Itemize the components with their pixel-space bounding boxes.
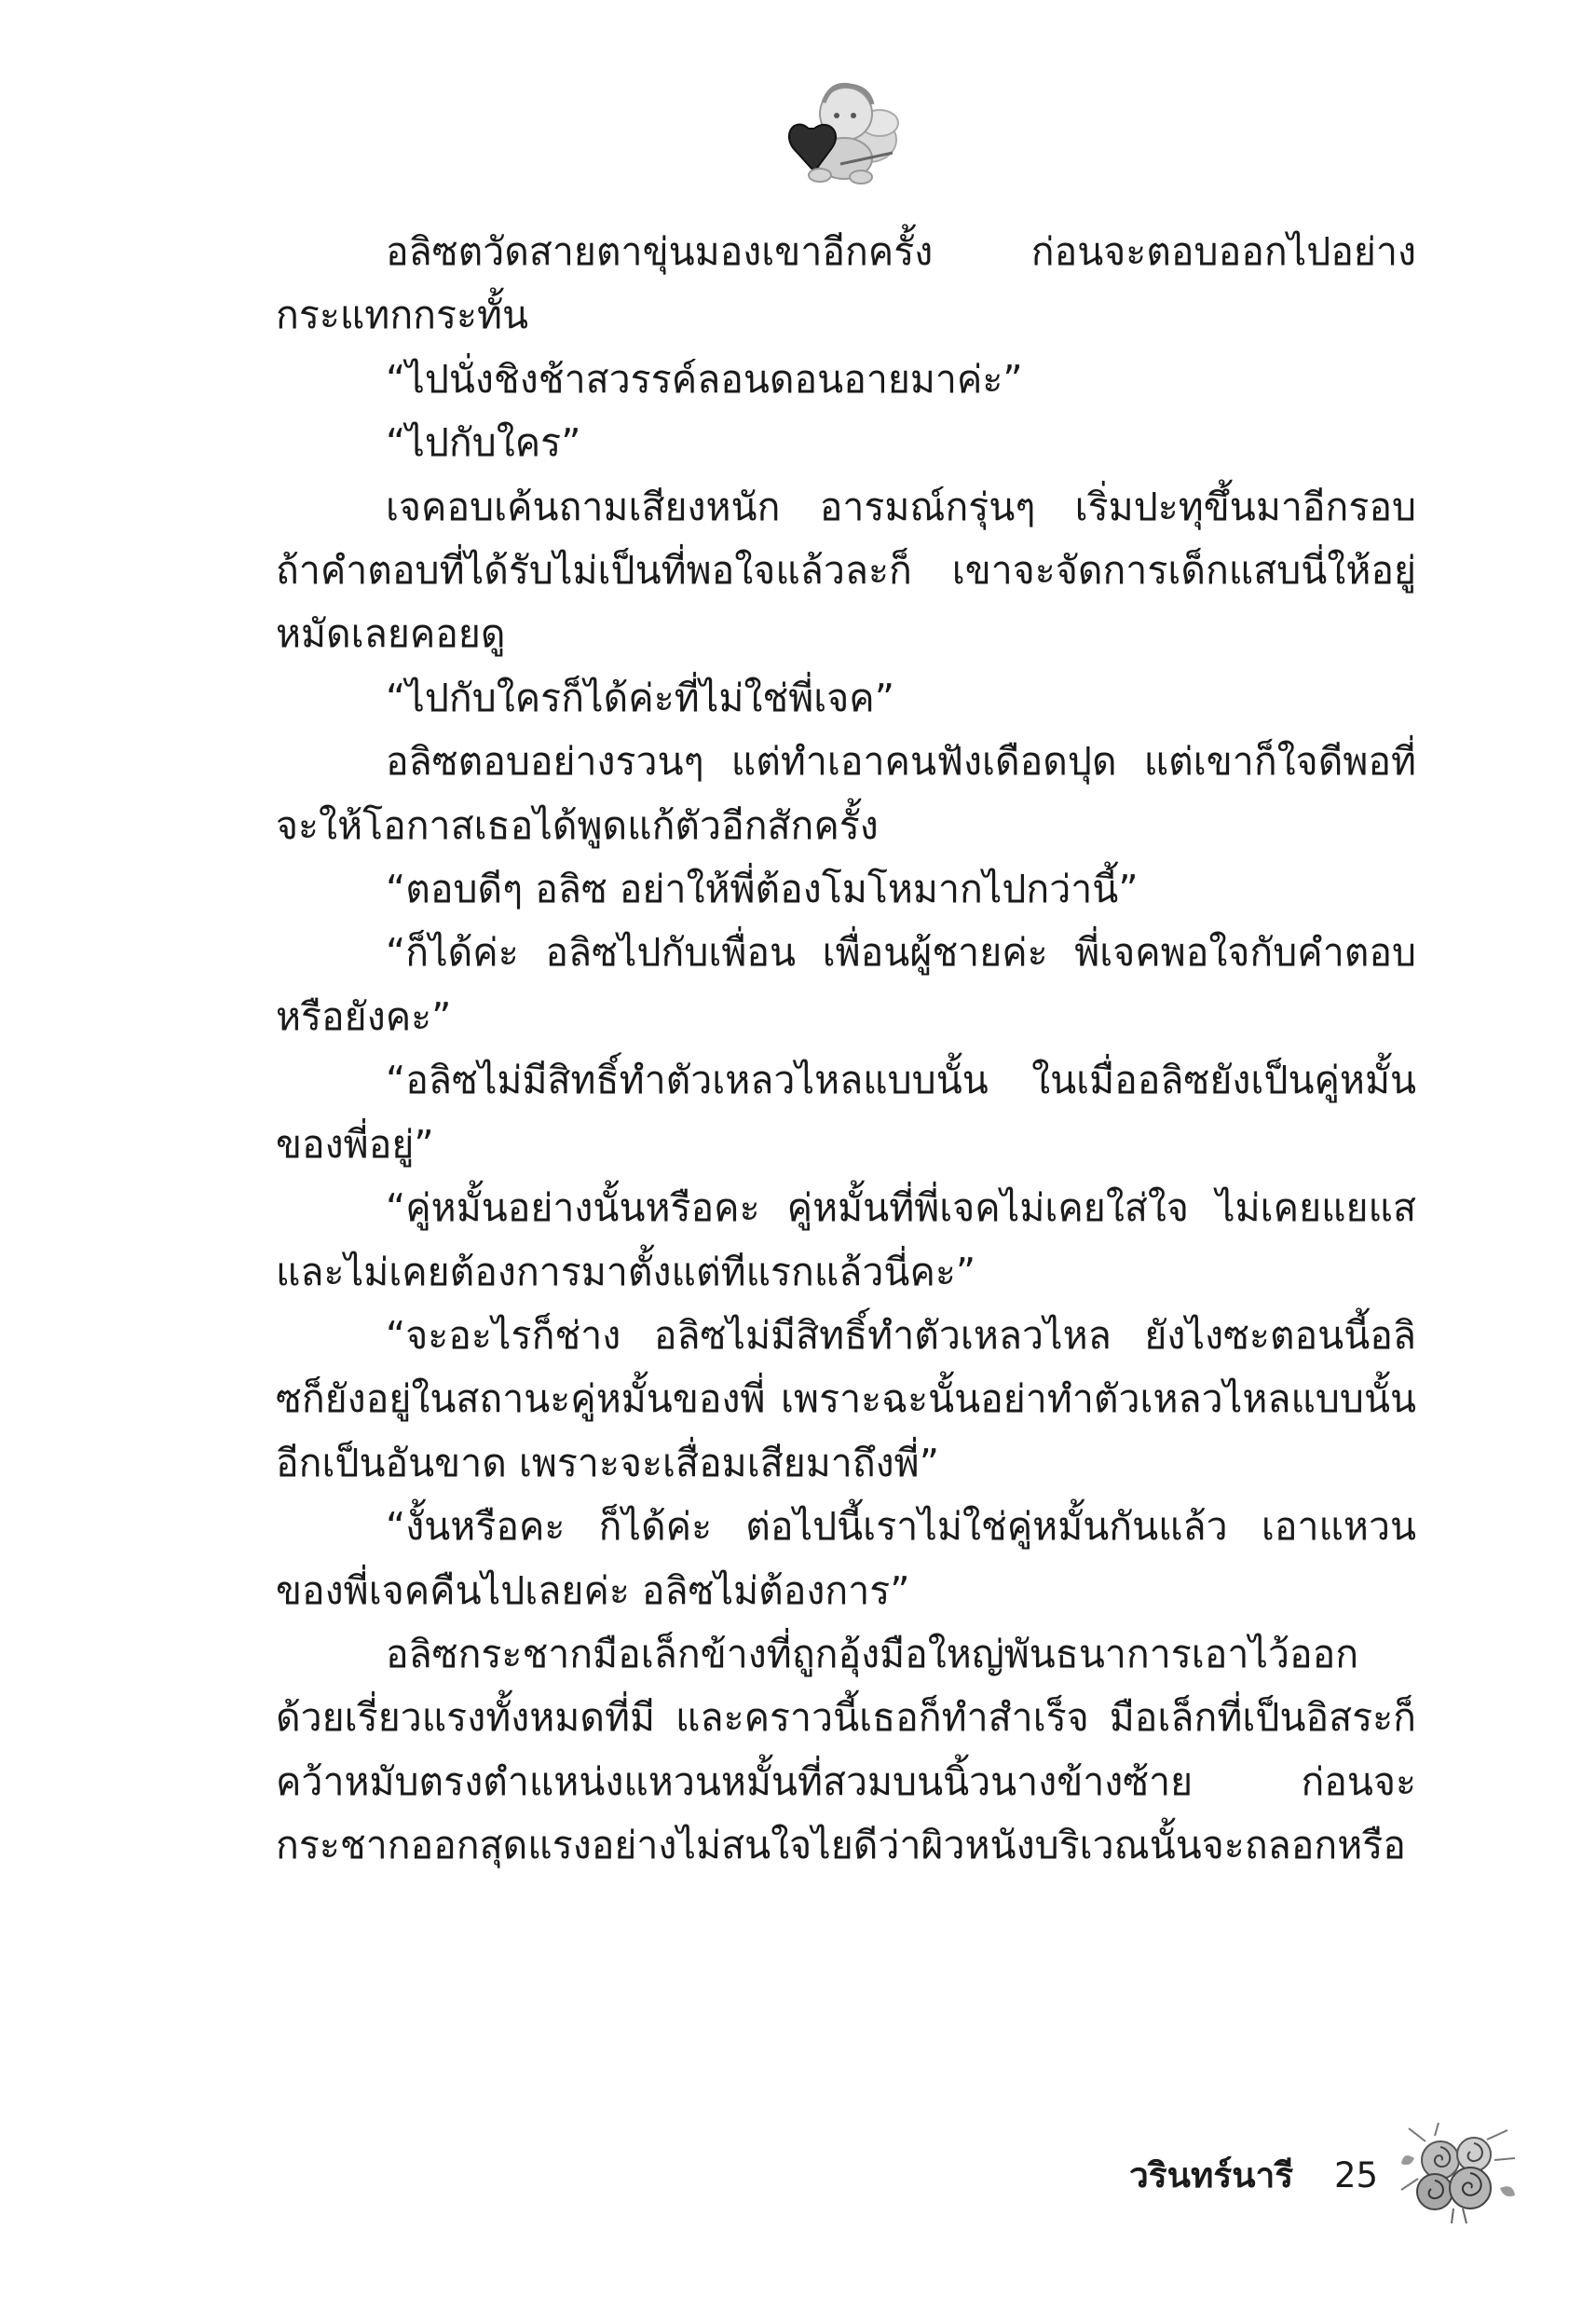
page-number: 25 <box>1334 2155 1379 2195</box>
paragraph: “ไปกับใคร” <box>386 420 581 466</box>
paragraph: อลิซกระชากมือเล็กข้างที่ถูกอุ้งมือใหญ่พันธนาการเอาไว้ออกด้วยเรี่ยวแรงทั้งหมดที่มี และคราวนี้เธอก็ทำสำเร็จ มือเล็กที่เป็นอิสระก็คว้าหมับตรงตำแหน่งแหวนหมั้นที่สวมบนนิ้วนางข้างซ้าย ก่อนจะกระชากออกสุดแรงอย่างไม่สนใจไยดีว่าผิวหนังบริเวณนั้นจะถลอกหรือ <box>276 1631 1416 1868</box>
paragraph: “จะอะไรก็ช่าง อลิซไม่มีสิทธิ์ทำตัวเหลวไหล ยังไงซะตอนนี้อลิซก็ยังอยู่ในสถานะคู่หมั้นของพี่ เพราะฉะนั้นอย่าทำตัวเหลวไหลแบบนั้นอีกเป็นอันขาด เพราะจะเสื่อมเสียมาถึงพี่” <box>276 1312 1416 1485</box>
paragraph: อลิซตวัดสายตาขุ่นมองเขาอีกครั้ง ก่อนจะตอบออกไปอย่างกระแทกกระทั้น <box>276 229 1416 338</box>
paragraph: “งั้นหรือคะ ก็ได้ค่ะ ต่อไปนี้เราไม่ใช่คู่หมั้นกันแล้ว เอาแหวนของพี่เจคคืนไปเลยค่ะ อลิซไม่ต้องการ” <box>276 1504 1416 1613</box>
paragraph: “ตอบดีๆ อลิซ อย่าให้พี่ต้องโมโหมากไปกว่านี้” <box>386 867 1139 912</box>
paragraph: “ก็ได้ค่ะ อลิซไปกับเพื่อน เพื่อนผู้ชายค่ะ พี่เจคพอใจกับคำตอบหรือยังคะ” <box>276 930 1416 1039</box>
paragraph: “ไปกับใครก็ได้ค่ะที่ไม่ใช่พี่เจค” <box>386 675 894 720</box>
footer-book-title: วรินทร์นารี <box>1129 2155 1294 2195</box>
paragraph: “อลิซไม่มีสิทธิ์ทำตัวเหลวไหลแบบนั้น ในเมื่ออลิซยังเป็นคู่หมั้นของพี่อยู่” <box>276 1058 1416 1167</box>
paragraph: “คู่หมั้นอย่างนั้นหรือคะ คู่หมั้นที่พี่เจคไม่เคยใส่ใจ ไม่เคยแยแสและไม่เคยต้องการมาตั้งแต่ทีแรกแล้วนี่คะ” <box>276 1185 1416 1294</box>
body-text <box>276 220 1416 1878</box>
paragraph: “ไปนั่งชิงช้าสวรรค์ลอนดอนอายมาค่ะ” <box>386 356 1023 402</box>
paragraph: เจคอบเค้นถามเสียงหนัก อารมณ์กรุ่นๆ เริ่มปะทุขึ้นมาอีกรอบ ถ้าคำตอบที่ได้รับไม่เป็นที่พอใจแล้วละก็ เขาจะจัดการเด็กแสบนี่ให้อยู่หมัดเลยคอยดู <box>276 484 1416 657</box>
rose-bouquet-icon <box>1398 2123 1519 2225</box>
paragraph: อลิซตอบอย่างรวนๆ แต่ทำเอาคนฟังเดือดปุด แต่เขาก็ใจดีพอที่จะให้โอกาสเธอได้พูดแก้ตัวอีกสักครั้ง <box>276 739 1416 848</box>
cupid-with-heart-icon <box>783 75 904 186</box>
